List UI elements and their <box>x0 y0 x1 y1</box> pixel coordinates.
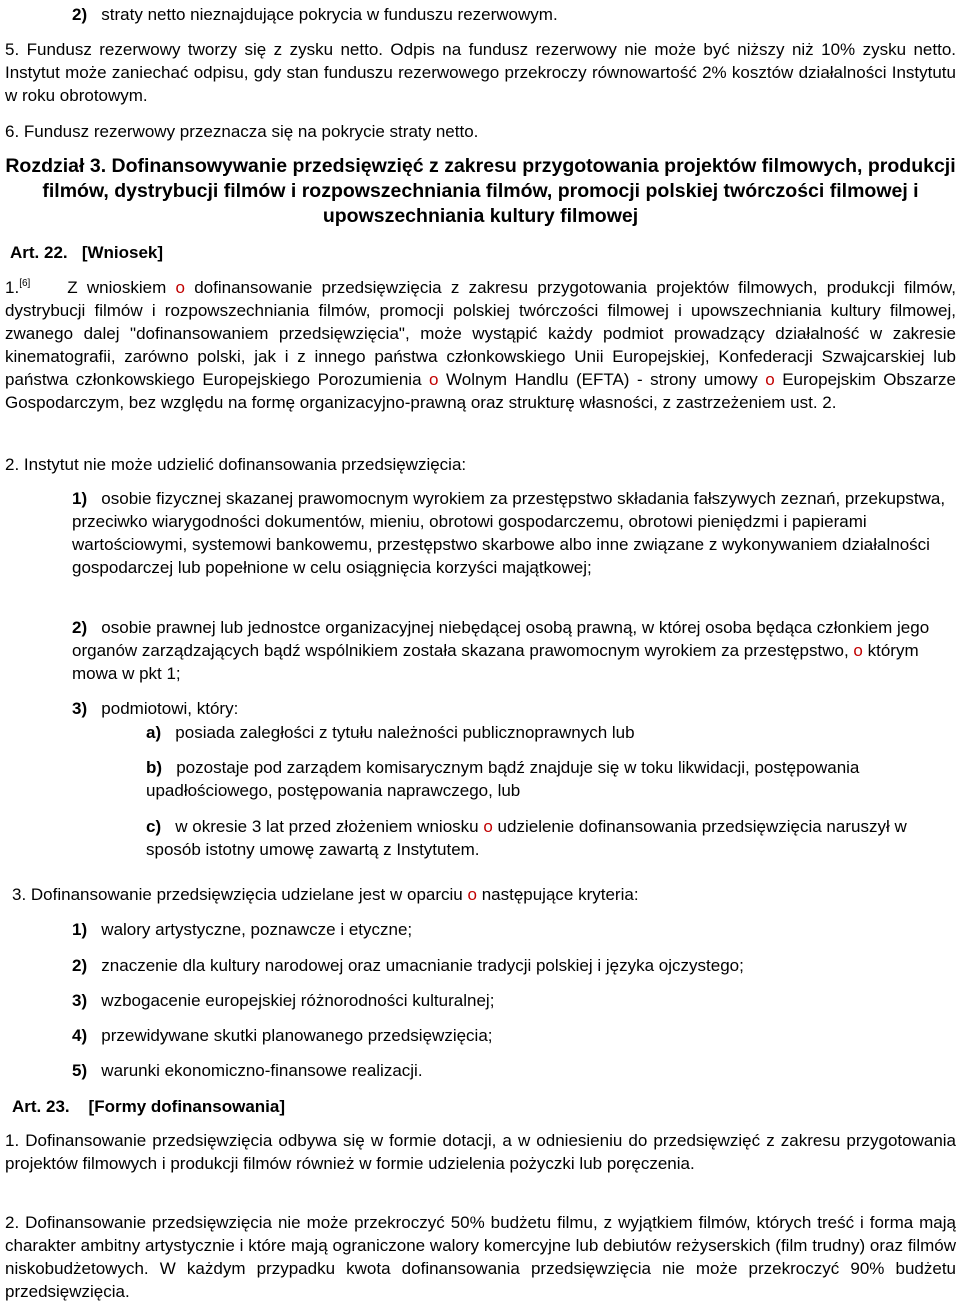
article-22-paragraph-3 <box>12 883 639 906</box>
highlighted-o: o <box>429 370 439 389</box>
text-fragment: 3. Dofinansowanie przedsięwzięcia udzielane jest w oparciu <box>12 885 463 904</box>
criterion-1 <box>72 918 412 941</box>
paragraph-5: 5. Fundusz rezerwowy tworzy się z zysku netto. Odpis na fundusz rezerwowy nie może być niższy niż 10% zysku netto. Instytut może zaniechać odpisu, gdy stan funduszu rezerwowego przekroczy równowartość 2% kosztów działalności Instytutu w roku obrotowym. <box>5 40 956 105</box>
subitem-text: pozostaje pod zarządem komisarycznym bądź znajduje się w toku likwidacji, postępowania upadłościowego, postępowania naprawczego, lub <box>146 758 860 800</box>
text-fragment: Wolnym Handlu (EFTA) - strony umowy <box>446 370 758 389</box>
article-number: Art. 23. <box>12 1097 70 1116</box>
item-number: 3) <box>72 991 88 1010</box>
item-number: 3) <box>72 699 88 718</box>
subitem-text: udzielenie dofinansowania przedsięwzięcia naruszył w sposób istotny umowę zawartą z Instytutem. <box>146 817 907 859</box>
article-number: Art. 22. <box>10 243 68 262</box>
item-number: 4) <box>72 1026 88 1045</box>
item-text: przewidywane skutki planowanego przedsięwzięcia; <box>101 1026 493 1045</box>
item-number: 1) <box>72 920 88 939</box>
paragraph-6: 6. Fundusz rezerwowy przeznacza się na pokrycie straty netto. <box>5 122 479 141</box>
criterion-2 <box>72 954 744 977</box>
subitem-c <box>146 815 958 861</box>
paragraph-number: 1. <box>5 278 20 297</box>
item-number: 2) <box>72 956 88 975</box>
item-text: warunki ekonomiczno-finansowe realizacji. <box>101 1061 423 1080</box>
subitem-text: posiada zaległości z tytułu należności publicznoprawnych lub <box>175 723 635 742</box>
criterion-3 <box>72 989 494 1012</box>
item-number: 1) <box>72 489 88 508</box>
highlighted-o: o <box>175 278 185 297</box>
article-22-paragraph-1 <box>5 276 956 414</box>
article-22-paragraph-2: 2. Instytut nie może udzielić dofinansowania przedsięwzięcia: <box>5 455 467 474</box>
item-text: walory artystyczne, poznawcze i etyczne; <box>101 920 413 939</box>
chapter-heading: Rozdział 3. Dofinansowywanie przedsięwzięć z zakresu przygotowania projektów filmowych, produkcji filmów, dystrybucji filmów i rozpowszechniania filmów, promocji polskiej twórczości filmowej i upowszechniania kultury filmowej <box>5 155 956 227</box>
article-22-heading <box>10 241 163 264</box>
subitem-b <box>146 756 900 802</box>
list-item-1 <box>72 487 950 579</box>
highlighted-o: o <box>483 817 493 836</box>
item-text: którym mowa w pkt 1; <box>72 641 919 683</box>
article-title: [Formy dofinansowania] <box>88 1097 286 1116</box>
subitem-text: w okresie 3 lat przed złożeniem wniosku <box>175 817 479 836</box>
subitem-a <box>146 721 635 744</box>
text-fragment: dofinansowanie przedsięwzięcia z zakresu przygotowania projektów filmowych, produkcji filmów, dystrybucji filmów i rozpowszechniania filmów, promocji polskiej twórczości filmowej i upowszechniania kultury filmowej, zwanego dalej "dofinansowaniem przedsięwzięcia", może wystąpić każdy podmiot prowadzący działalność w zakresie kinematografii, zarówno polski, jak i z innego państwa członkowskiego Unii Europejskiej, Konfederacji Szwajcarskiej lub państwa członkowskiego Europejskiego Porozumienia <box>5 278 956 389</box>
criterion-5 <box>72 1059 423 1082</box>
text-fragment: następujące kryteria: <box>481 885 639 904</box>
subitem-letter: b) <box>146 758 163 777</box>
item-number: 5) <box>72 1061 88 1080</box>
point-number: 2) <box>72 5 88 24</box>
article-23-paragraph-1: 1. Dofinansowanie przedsięwzięcia odbywa się w formie dotacji, a w odniesieniu do przedsięwzięć z zakresu przygotowania projektów filmowych i produkcji filmów również w formie udzielenia pożyczki lub poręczenia. <box>5 1131 956 1173</box>
text-fragment: Z wnioskiem <box>67 278 167 297</box>
item-text: wzbogacenie europejskiej różnorodności kulturalnej; <box>101 991 495 1010</box>
item-number: 2) <box>72 618 88 637</box>
item-text: znaczenie dla kultury narodowej oraz umacnianie tradycji polskiej i języka ojczystego; <box>101 956 744 975</box>
article-23-paragraph-2: 2. Dofinansowanie przedsięwzięcia nie może przekroczyć 50% budżetu filmu, z wyjątkiem filmów, których treść i forma mają charakter ambitny artystycznie i które mają ograniczone walory komercyjne lub debiutów reżyserskich (film trudny) oraz filmów niskobudżetowych. W każdym przypadku kwota dofinansowania przedsięwzięcia nie może przekroczyć 90% budżetu przedsięwzięcia. <box>5 1213 956 1301</box>
item-text: osobie prawnej lub jednostce organizacyjnej niebędącej osobą prawną, w której osoba będąca członkiem jego organów zarządzających bądź wspólnikiem została skazana prawomocnym wyrokiem za przestępstwo, <box>72 618 930 660</box>
criterion-4 <box>72 1024 493 1047</box>
paragraph-2 <box>72 3 558 26</box>
highlighted-o: o <box>853 641 863 660</box>
highlighted-o: o <box>467 885 477 904</box>
item-text: osobie fizycznej skazanej prawomocnym wyrokiem za przestępstwo składania fałszywych zeznań, przekupstwa, przeciwko wiarygodności dokumentów, mieniu, obrotowi gospodarczemu, obrotowi pieniędzmi i papierami wartościowymi, systemowi bankowemu, przestępstwo skarbowe albo inne związane z wykonywaniem działalności gospodarczej lub popełnione w celu osiągnięcia korzyści majątkowej; <box>72 489 946 577</box>
subitem-letter: a) <box>146 723 162 742</box>
list-item-2 <box>72 616 955 685</box>
item-text: podmiotowi, który: <box>101 699 239 718</box>
footnote-ref[interactable]: [6] <box>19 278 31 289</box>
article-23-heading <box>12 1095 285 1118</box>
highlighted-o: o <box>765 370 775 389</box>
text-fragment: Europejskim Obszarze Gospodarczym, bez względu na formę organizacyjno-prawną oraz strukturę własności, z zastrzeżeniem ust. 2. <box>5 370 956 412</box>
list-item-3 <box>72 697 238 720</box>
subitem-letter: c) <box>146 817 162 836</box>
point-text: straty netto nieznajdujące pokrycia w funduszu rezerwowym. <box>101 5 558 24</box>
article-title: [Wniosek] <box>81 243 164 262</box>
